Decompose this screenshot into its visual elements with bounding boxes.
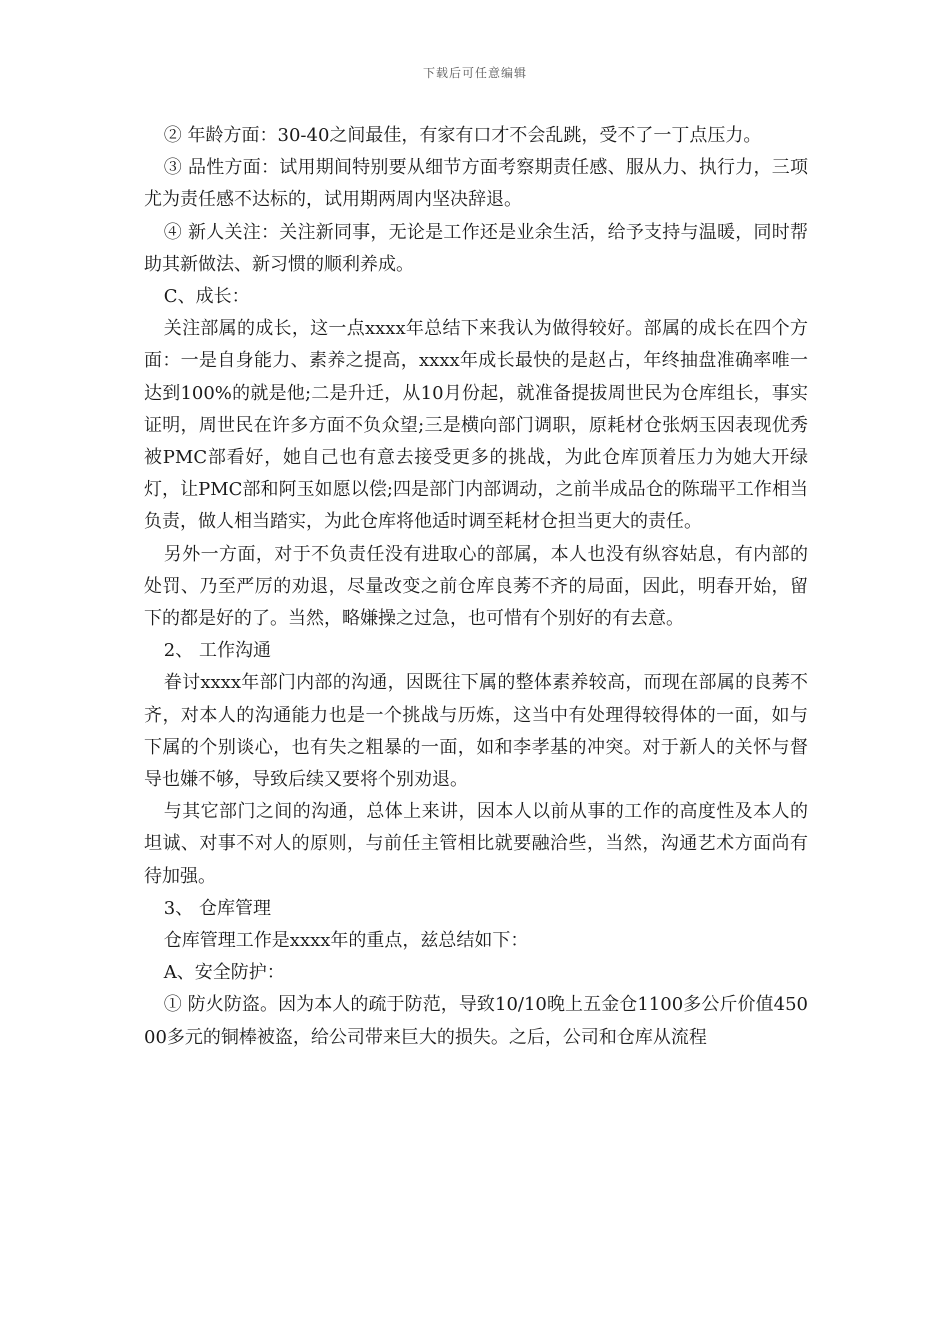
heading-warehouse-management: 3、 仓库管理 — [163, 897, 271, 919]
paragraph-age: ② 年龄方面：30-40之间最佳，有家有口才不会乱跳，受不了一丁点压力。 — [163, 125, 762, 146]
document-body — [144, 120, 808, 1054]
paragraph-internal-communication: 眷讨xxxx年部门内部的沟通，因既往下属的整体素养较高，而现在部属的良莠不齐，对本人的沟通能力也是一个挑战与历炼，这当中有处理得较得体的一面，如与下属的个别谈心，也有失之粗暴的一面，如和李孝基的冲突。对于新人的关怀与督导也嫌不够，导致后续又要将个别劝退。 — [144, 672, 808, 791]
paragraph-discipline: 另外一方面，对于不负责任没有进取心的部属，本人也没有纵容姑息，有内部的处罚、乃至严厉的劝退，尽量改变之前仓库良莠不齐的局面，因此，明春开始，留下的都是好的了。当然，略嫌操之过急，也可惜有个别好的有去意。 — [144, 543, 808, 630]
heading-safety: A、安全防护： — [163, 962, 285, 984]
paragraph-character: ③ 品性方面：试用期间特别要从细节方面考察期责任感、服从力、执行力，三项尤为责任感不达标的，试用期两周内坚决辞退。 — [144, 157, 808, 211]
heading-communication: 2、 工作沟通 — [163, 640, 271, 662]
paragraph-external-communication: 与其它部门之间的沟通，总体上来讲，因本人以前从事的工作的高度性及本人的坦诚、对事不对人的原则，与前任主管相比就要融洽些，当然，沟通艺术方面尚有待加强。 — [144, 801, 808, 887]
paragraph-growth: 关注部属的成长，这一点xxxx年总结下来我认为做得较好。部属的成长在四个方面：一是自身能力、素养之提高，xxxx年成长最快的是赵占，年终抽盘准确率唯一达到100%的就是他;二是升迁，从10月份起，就准备提拔周世民为仓库组长，事实证明，周世民在许多方面不负众望;三是横向部门调职，原耗材仓张炳玉因表现优秀被PMC部看好，她自己也有意去接受更多的挑战，为此仓库顶着压力为她大开绿灯，让PMC部和阿玉如愿以偿;四是部门内部调动，之前半成品仓的陈瑞平工作相当负责，做人相当踏实，为此仓库将他适时调至耗材仓担当更大的责任。 — [144, 318, 808, 533]
heading-growth: C、成长： — [163, 286, 250, 308]
paragraph-fire-theft: ① 防火防盗。因为本人的疏于防范，导致10/10晚上五金仓1100多公斤价值45000多元的铜棒被盗，给公司带来巨大的损失。之后，公司和仓库从流程 — [144, 994, 808, 1048]
paragraph-new-staff: ④ 新人关注：关注新同事，无论是工作还是业余生活，给予支持与温暖，同时帮助其新做法、新习惯的顺利养成。 — [144, 221, 808, 275]
paragraph-warehouse-intro: 仓库管理工作是xxxx年的重点，兹总结如下： — [163, 930, 529, 952]
page-header: 下载后可任意编辑 — [422, 66, 527, 80]
